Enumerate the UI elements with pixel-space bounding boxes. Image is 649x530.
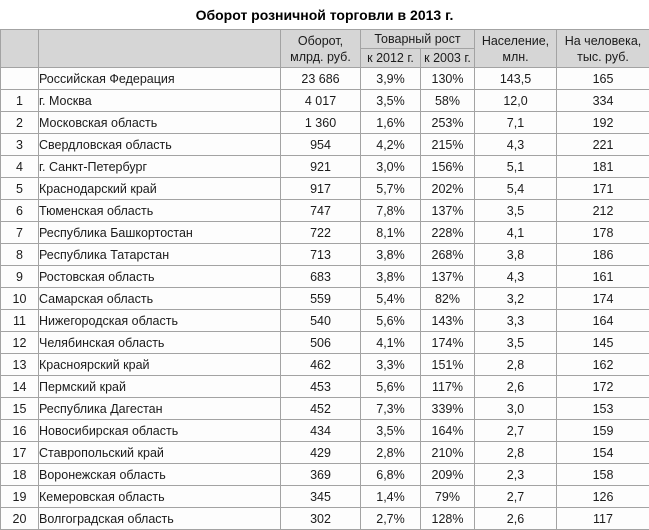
growth-2003-cell: 137%	[421, 266, 475, 288]
turnover-cell: 369	[281, 464, 361, 486]
table-row	[1, 332, 649, 354]
rank-cell: 11	[1, 310, 39, 332]
growth-2012-cell: 5,7%	[361, 178, 421, 200]
table-row	[1, 398, 649, 420]
table-row	[1, 354, 649, 376]
growth-2012-cell: 6,8%	[361, 464, 421, 486]
population-header-line2: млн.	[502, 50, 528, 64]
per-capita-cell: 192	[557, 112, 649, 134]
table-row	[1, 90, 649, 112]
turnover-cell: 453	[281, 376, 361, 398]
growth-2003-cell: 339%	[421, 398, 475, 420]
table-body	[1, 68, 649, 530]
per-capita-header-line2: тыс. руб.	[577, 50, 629, 64]
region-cell: Нижегородская область	[39, 310, 281, 332]
table-row	[1, 222, 649, 244]
region-cell: Красноярский край	[39, 354, 281, 376]
turnover-cell: 452	[281, 398, 361, 420]
region-cell: Краснодарский край	[39, 178, 281, 200]
growth-2012-cell: 2,8%	[361, 442, 421, 464]
per-capita-cell: 158	[557, 464, 649, 486]
turnover-cell: 434	[281, 420, 361, 442]
turnover-cell: 921	[281, 156, 361, 178]
growth-2003-cell: 215%	[421, 134, 475, 156]
table-row	[1, 288, 649, 310]
region-cell: Ростовская область	[39, 266, 281, 288]
table-header	[1, 30, 649, 68]
header-row-top	[1, 30, 649, 49]
rank-cell: 14	[1, 376, 39, 398]
rank-cell: 18	[1, 464, 39, 486]
table-row	[1, 178, 649, 200]
turnover-cell: 917	[281, 178, 361, 200]
table-row	[1, 442, 649, 464]
turnover-cell: 345	[281, 486, 361, 508]
region-cell: Московская область	[39, 112, 281, 134]
population-cell: 2,7	[475, 420, 557, 442]
region-cell: Республика Башкортостан	[39, 222, 281, 244]
table-row	[1, 156, 649, 178]
region-cell: Самарская область	[39, 288, 281, 310]
region-cell: Челябинская область	[39, 332, 281, 354]
region-cell: Республика Татарстан	[39, 244, 281, 266]
growth-2012-cell: 1,6%	[361, 112, 421, 134]
rank-cell: 17	[1, 442, 39, 464]
region-cell: г. Москва	[39, 90, 281, 112]
turnover-cell: 559	[281, 288, 361, 310]
region-cell: Кемеровская область	[39, 486, 281, 508]
growth-2012-cell: 3,3%	[361, 354, 421, 376]
table-row	[1, 68, 649, 90]
region-cell: Российская Федерация	[39, 68, 281, 90]
region-header-cell	[39, 30, 281, 68]
per-capita-header-cell	[557, 30, 649, 68]
population-header-cell	[475, 30, 557, 68]
population-cell: 2,3	[475, 464, 557, 486]
region-cell: Ставропольский край	[39, 442, 281, 464]
rank-cell: 16	[1, 420, 39, 442]
table-row	[1, 200, 649, 222]
growth-2012-cell: 3,0%	[361, 156, 421, 178]
per-capita-cell: 334	[557, 90, 649, 112]
growth-2012-cell: 5,4%	[361, 288, 421, 310]
rank-cell: 9	[1, 266, 39, 288]
region-cell: Свердловская область	[39, 134, 281, 156]
rank-cell: 4	[1, 156, 39, 178]
table-row	[1, 266, 649, 288]
growth-2003-cell: 209%	[421, 464, 475, 486]
region-cell: Волгоградская область	[39, 508, 281, 530]
per-capita-cell: 117	[557, 508, 649, 530]
population-cell: 4,3	[475, 266, 557, 288]
retail-turnover-table	[0, 29, 649, 530]
growth-2003-cell: 164%	[421, 420, 475, 442]
table-row	[1, 420, 649, 442]
turnover-cell: 747	[281, 200, 361, 222]
growth-2003-cell: 130%	[421, 68, 475, 90]
per-capita-cell: 186	[557, 244, 649, 266]
population-cell: 2,7	[475, 486, 557, 508]
growth-2003-cell: 117%	[421, 376, 475, 398]
rank-cell: 1	[1, 90, 39, 112]
table-row	[1, 244, 649, 266]
page-title: Оборот розничной торговли в 2013 г.	[0, 0, 649, 29]
table-row	[1, 508, 649, 530]
growth-2003-cell: 156%	[421, 156, 475, 178]
rank-cell: 5	[1, 178, 39, 200]
turnover-cell: 506	[281, 332, 361, 354]
population-cell: 3,5	[475, 332, 557, 354]
region-cell: г. Санкт-Петербург	[39, 156, 281, 178]
population-cell: 2,6	[475, 376, 557, 398]
table-row	[1, 112, 649, 134]
rank-cell: 13	[1, 354, 39, 376]
population-cell: 3,5	[475, 200, 557, 222]
population-cell: 5,4	[475, 178, 557, 200]
growth-2012-cell: 3,5%	[361, 90, 421, 112]
population-cell: 2,8	[475, 354, 557, 376]
table-row	[1, 376, 649, 398]
turnover-cell: 302	[281, 508, 361, 530]
population-header-line1: Население,	[482, 34, 549, 48]
per-capita-cell: 164	[557, 310, 649, 332]
turnover-cell: 540	[281, 310, 361, 332]
population-cell: 3,8	[475, 244, 557, 266]
rank-cell: 19	[1, 486, 39, 508]
growth-2012-cell: 4,1%	[361, 332, 421, 354]
growth-2012-cell: 3,8%	[361, 266, 421, 288]
growth-2012-cell: 1,4%	[361, 486, 421, 508]
turnover-cell: 462	[281, 354, 361, 376]
region-cell: Пермский край	[39, 376, 281, 398]
rank-cell: 2	[1, 112, 39, 134]
growth-2003-cell: 143%	[421, 310, 475, 332]
region-cell: Новосибирская область	[39, 420, 281, 442]
growth-2003-cell: 151%	[421, 354, 475, 376]
table-row	[1, 486, 649, 508]
per-capita-cell: 174	[557, 288, 649, 310]
turnover-cell: 429	[281, 442, 361, 464]
turnover-cell: 713	[281, 244, 361, 266]
growth-2012-cell: 3,8%	[361, 244, 421, 266]
turnover-cell: 1 360	[281, 112, 361, 134]
rank-cell: 20	[1, 508, 39, 530]
growth-2012-cell: 5,6%	[361, 376, 421, 398]
growth-2012-cell: 7,3%	[361, 398, 421, 420]
region-cell: Республика Дагестан	[39, 398, 281, 420]
rank-cell: 12	[1, 332, 39, 354]
turnover-cell: 954	[281, 134, 361, 156]
population-cell: 3,3	[475, 310, 557, 332]
growth-2012-cell: 7,8%	[361, 200, 421, 222]
growth-2003-cell: 228%	[421, 222, 475, 244]
population-cell: 3,2	[475, 288, 557, 310]
growth-2012-cell: 4,2%	[361, 134, 421, 156]
per-capita-cell: 181	[557, 156, 649, 178]
rank-cell: 8	[1, 244, 39, 266]
growth-2003-cell: 137%	[421, 200, 475, 222]
per-capita-cell: 212	[557, 200, 649, 222]
rank-cell	[1, 68, 39, 90]
rank-cell: 6	[1, 200, 39, 222]
growth-2003-cell: 128%	[421, 508, 475, 530]
turnover-cell: 4 017	[281, 90, 361, 112]
per-capita-cell: 172	[557, 376, 649, 398]
per-capita-cell: 154	[557, 442, 649, 464]
per-capita-cell: 126	[557, 486, 649, 508]
population-cell: 12,0	[475, 90, 557, 112]
rank-header-cell	[1, 30, 39, 68]
population-cell: 4,3	[475, 134, 557, 156]
table-row	[1, 134, 649, 156]
rank-cell: 7	[1, 222, 39, 244]
per-capita-header-line1: На человека,	[565, 34, 642, 48]
per-capita-cell: 162	[557, 354, 649, 376]
per-capita-cell: 153	[557, 398, 649, 420]
turnover-header-line1: Оборот,	[298, 34, 343, 48]
per-capita-cell: 178	[557, 222, 649, 244]
per-capita-cell: 165	[557, 68, 649, 90]
growth-2012-cell: 8,1%	[361, 222, 421, 244]
growth-2012-cell: 2,7%	[361, 508, 421, 530]
table-row	[1, 464, 649, 486]
population-cell: 3,0	[475, 398, 557, 420]
growth-2003-cell: 268%	[421, 244, 475, 266]
population-cell: 4,1	[475, 222, 557, 244]
table-row	[1, 310, 649, 332]
population-cell: 2,6	[475, 508, 557, 530]
growth-2003-cell: 210%	[421, 442, 475, 464]
growth-2012-cell: 3,9%	[361, 68, 421, 90]
population-cell: 143,5	[475, 68, 557, 90]
growth-2003-cell: 82%	[421, 288, 475, 310]
rank-cell: 10	[1, 288, 39, 310]
growth-2003-cell: 253%	[421, 112, 475, 134]
growth-2003-cell: 58%	[421, 90, 475, 112]
turnover-cell: 683	[281, 266, 361, 288]
per-capita-cell: 161	[557, 266, 649, 288]
region-cell: Тюменская область	[39, 200, 281, 222]
rank-cell: 15	[1, 398, 39, 420]
turnover-header-line2: млрд. руб.	[290, 50, 351, 64]
turnover-header-cell	[281, 30, 361, 68]
population-cell: 7,1	[475, 112, 557, 134]
population-cell: 2,8	[475, 442, 557, 464]
growth-group-header-cell: Товарный рост	[361, 30, 475, 49]
per-capita-cell: 159	[557, 420, 649, 442]
growth-2003-cell: 174%	[421, 332, 475, 354]
turnover-cell: 23 686	[281, 68, 361, 90]
growth-2012-header-cell: к 2012 г.	[361, 49, 421, 68]
turnover-cell: 722	[281, 222, 361, 244]
rank-cell: 3	[1, 134, 39, 156]
per-capita-cell: 145	[557, 332, 649, 354]
growth-2012-cell: 3,5%	[361, 420, 421, 442]
region-cell: Воронежская область	[39, 464, 281, 486]
growth-2003-header-cell: к 2003 г.	[421, 49, 475, 68]
growth-2003-cell: 79%	[421, 486, 475, 508]
per-capita-cell: 221	[557, 134, 649, 156]
population-cell: 5,1	[475, 156, 557, 178]
growth-2003-cell: 202%	[421, 178, 475, 200]
growth-2012-cell: 5,6%	[361, 310, 421, 332]
per-capita-cell: 171	[557, 178, 649, 200]
